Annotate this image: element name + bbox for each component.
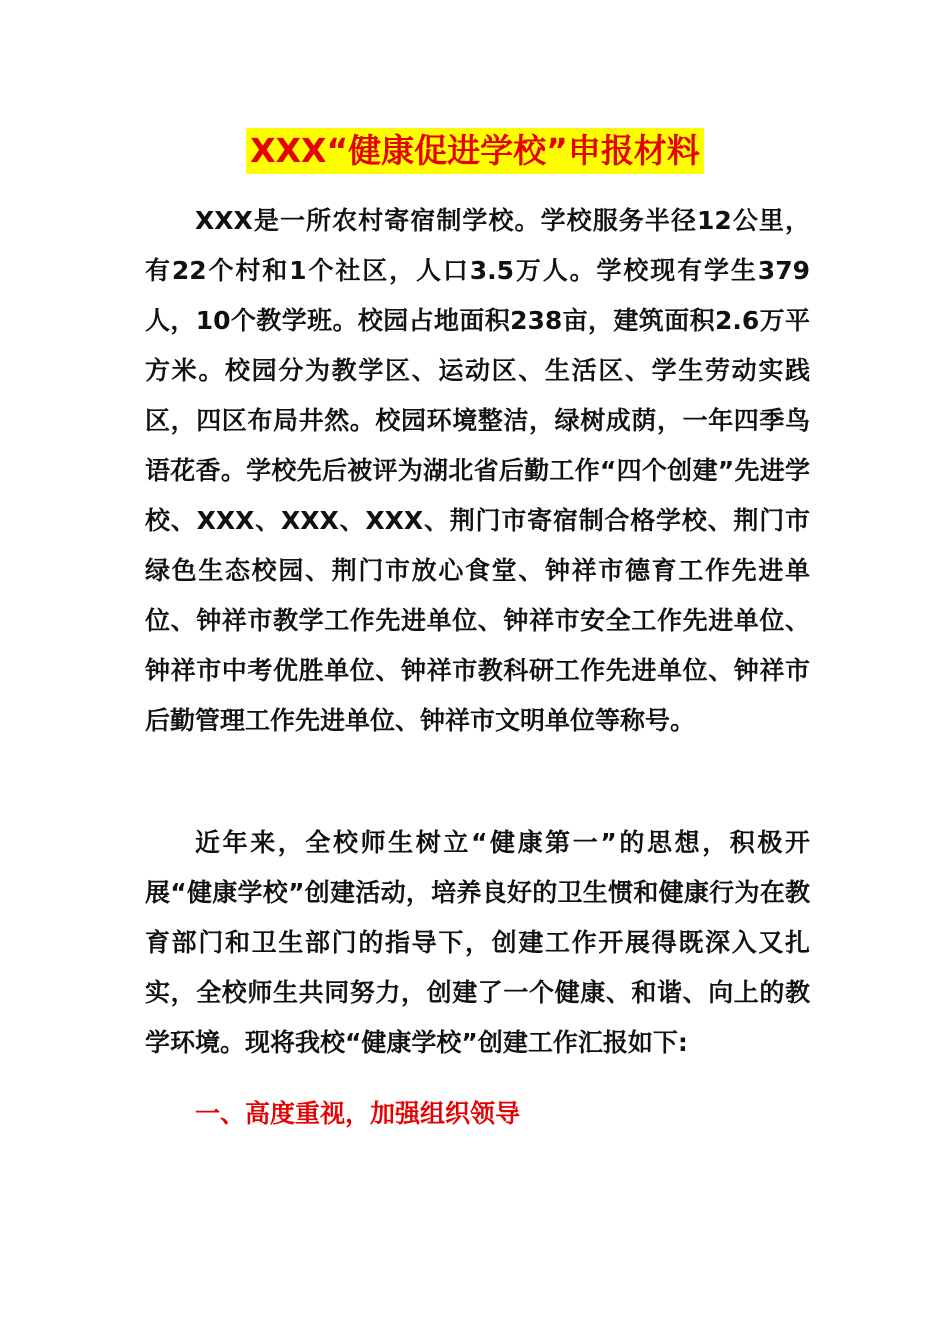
paragraph-school-overview: XXX是一所农村寄宿制学校。学校服务半径12公里，有22个村和1个社区，人口3.5万人。学校现有学生379人，10个教学班。校园占地面积238亩，建筑面积2.6万平方米。校园分为教学区、运动区、生活区、学生劳动实践区，四区布局井然。校园环境整洁，绿树成荫，一年四季鸟语花香。学校先后被评为湖北省后勤工作“四个创建”先进学校、XXX、XXX、XXX、荆门市寄宿制合格学校、荆门市绿色生态校园、荆门市放心食堂、钟祥市德育工作先进单位、钟祥市教学工作先进单位、钟祥市安全工作先进单位、钟祥市中考优胜单位、钟祥市教科研工作先进单位、钟祥市后勤管理工作先进单位、钟祥市文明单位等称号。: [145, 206, 810, 735]
document-title: XXX“健康促进学校”申报材料: [246, 128, 704, 174]
paragraph-health-initiative: 近年来，全校师生树立“健康第一”的思想，积极开展“健康学校”创建活动，培养良好的卫生惯和健康行为在教育部门和卫生部门的指导下，创建工作开展得既深入又扎实，全校师生共同努力，创建了一个健康、和谐、向上的教学环境。现将我校“健康学校”创建工作汇报如下:: [145, 828, 810, 1057]
title-container: [0, 128, 950, 174]
section-heading: 一、高度重视，加强组织领导: [195, 1099, 521, 1128]
